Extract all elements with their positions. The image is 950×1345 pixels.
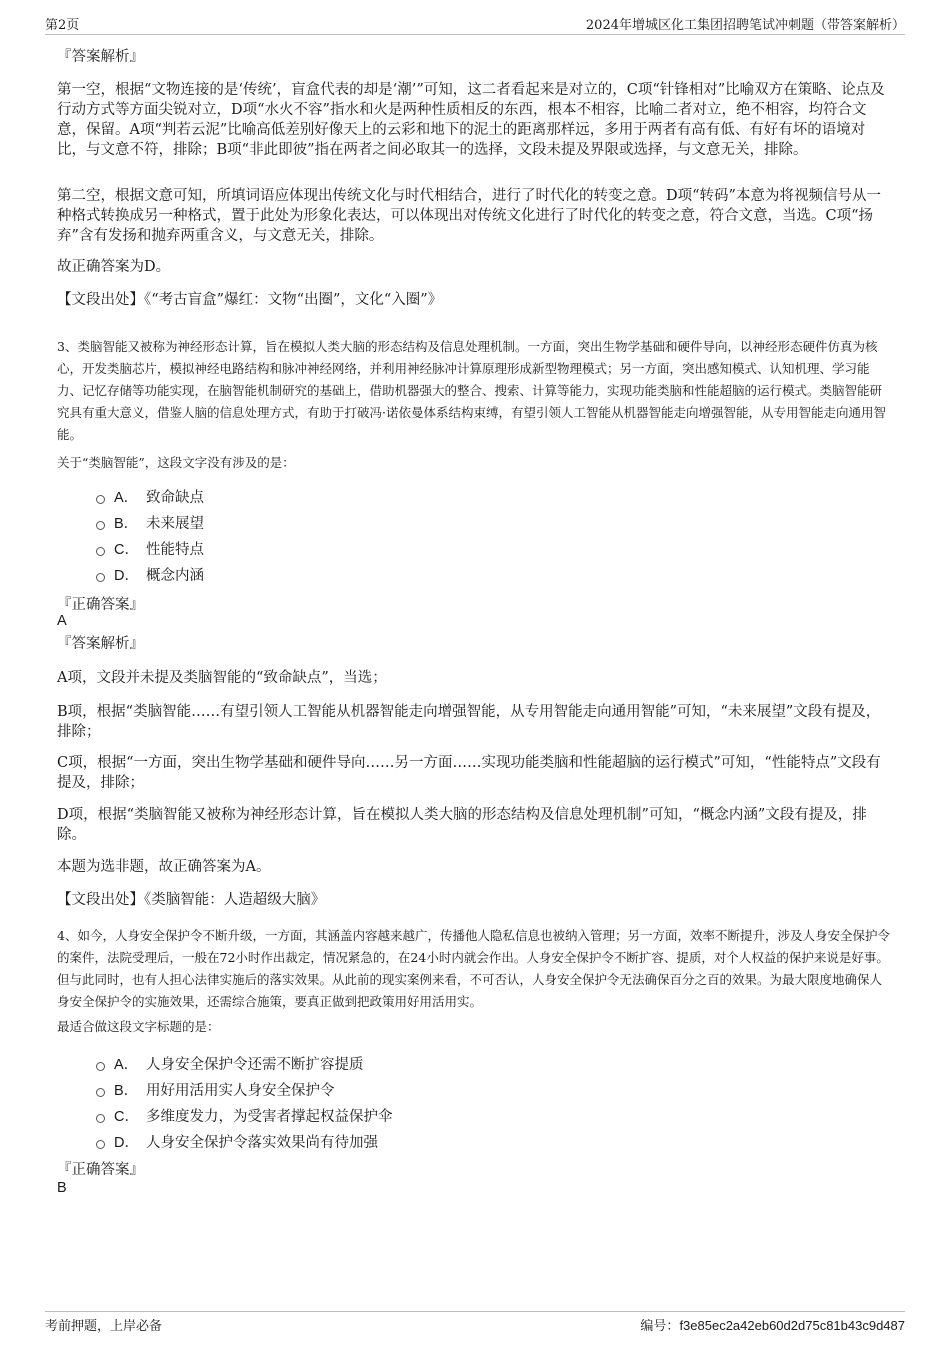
q3-option-b[interactable]	[96, 511, 204, 537]
option-label: C．	[114, 1109, 139, 1125]
q4-correct-label: 『正确答案』	[57, 1162, 144, 1178]
q4-question: 最适合做这段文字标题的是：	[57, 1019, 220, 1034]
option-label: A．	[114, 1057, 139, 1073]
radio-icon[interactable]	[96, 1140, 105, 1149]
q2-analysis-conclusion: 故正确答案为D。	[57, 259, 171, 275]
option-text: 人身安全保护令还需不断扩容提质	[146, 1057, 364, 1073]
q3-question: 关于“类脑智能”，这段文字没有涉及的是：	[57, 455, 295, 470]
radio-icon[interactable]	[96, 521, 105, 530]
q3-analysis-label: 『答案解析』	[57, 636, 144, 652]
option-text: 概念内涵	[146, 568, 204, 584]
footer-id	[640, 1315, 905, 1334]
q3-option-a[interactable]	[96, 485, 204, 511]
option-label: D．	[114, 568, 139, 584]
radio-icon[interactable]	[96, 573, 105, 582]
q4-option-d[interactable]	[96, 1130, 393, 1156]
radio-icon[interactable]	[96, 547, 105, 556]
option-label: D．	[114, 1135, 139, 1151]
q3-source: 【文段出处】《类脑智能：人造超级大脑》	[57, 892, 326, 908]
q3-correct-answer: A	[57, 613, 67, 629]
q2-analysis-para1: 第一空，根据“文物连接的是‘传统’，盲盒代表的却是‘潮’”可知，这二者看起来是对立的，C项“针锋相对”比喻双方在策略、论点及行动方式等方面尖锐对立，D项“水火不容”指水和火是两种性质相反的东西，根本不相容，比喻二者对立，绝不相容，均符合文意，保留。A项“判若云泥”比喻高低差别好像天上的云彩和地下的泥土的距离那样远，多用于两者有高有低、有好有坏的语境对比，与文意不符，排除；B项“非此即彼”指在两者之间必取其一的选择，文段未提及界限或选择，与文意无关，排除。	[57, 82, 885, 158]
footer-slogan: 考前押题，上岸必备	[45, 1319, 163, 1334]
radio-icon[interactable]	[96, 1114, 105, 1123]
q4-option-c[interactable]	[96, 1104, 393, 1130]
page-number: 第2页	[45, 18, 80, 33]
option-text: 多维度发力，为受害者撑起权益保护伞	[146, 1109, 393, 1125]
footer-code-label: 编号：	[640, 1319, 680, 1334]
q4-passage: 4、如今，人身安全保护令不断升级，一方面，其涵盖内容越来越广，传播他人隐私信息也被纳入管理；另一方面，效率不断提升，涉及人身安全保护令的案件，法院受理后，一般在72小时作出裁定，情况紧急的，在24小时内就会作出。人身安全保护令不断扩容、提质，对个人权益的保护来说是好事。但与此同时，也有人担心法律实施后的落实效果。从此前的现实案例来看，不可否认，人身安全保护令无法确保百分之百的效果。为最大限度地确保人身安全保护令的实施效果，还需综合施策，要真正做到把政策用好用活用实。	[57, 928, 890, 1009]
document-title: 2024年增城区化工集团招聘笔试冲刺题（带答案解析）	[585, 18, 905, 33]
option-label: A．	[114, 490, 139, 506]
q3-passage: 3、类脑智能又被称为神经形态计算，旨在模拟人类大脑的形态结构及信息处理机制。一方面，突出生物学基础和硬件导向，以神经形态硬件仿真为核心，开发类脑芯片，模拟神经电路结构和脉冲神经网络，并利用神经脉冲计算原理形成新型物理模式；另一方面，突出感知模式、认知机理、学习能力、记忆存储等功能实现，在脑智能机制研究的基础上，借助机器强大的整合、搜索、计算等能力，实现功能类脑和性能超脑的运行模式。类脑智能研究具有重大意义，借鉴人脑的信息处理方式，有助于打破冯·诺依曼体系结构束缚，有望引领人工智能从机器智能走向增强智能，从专用智能走向通用智能。	[57, 339, 886, 442]
option-label: B．	[114, 1083, 139, 1099]
page-footer	[45, 1311, 905, 1336]
page-header	[45, 14, 905, 35]
radio-icon[interactable]	[96, 1062, 105, 1071]
option-text: 性能特点	[146, 542, 204, 558]
q3-options	[96, 485, 204, 589]
q3-option-d[interactable]	[96, 563, 204, 589]
q2-source: 【文段出处】《“考古盲盒”爆红：文物“出圈”，文化“入圈”》	[57, 292, 443, 308]
q3-option-c[interactable]	[96, 537, 204, 563]
radio-icon[interactable]	[96, 495, 105, 504]
option-label: C．	[114, 542, 139, 558]
option-label: B．	[114, 516, 139, 532]
option-text: 未来展望	[146, 516, 204, 532]
q3-analysis-d: D项，根据“类脑智能又被称为神经形态计算，旨在模拟人类大脑的形态结构及信息处理机制”可知，“概念内涵”文段有提及，排除。	[57, 807, 867, 843]
option-text: 用好用活用实人身安全保护令	[146, 1083, 335, 1099]
option-text: 人身安全保护令落实效果尚有待加强	[146, 1135, 378, 1151]
q3-analysis-a: A项，文段并未提及类脑智能的“致命缺点”，当选；	[57, 670, 387, 686]
q3-analysis-b: B项，根据“类脑智能……有望引领人工智能从机器智能走向增强智能，从专用智能走向通用智能”可知，“未来展望”文段有提及，排除；	[57, 704, 881, 740]
q3-conclusion: 本题为选非题，故正确答案为A。	[57, 859, 271, 875]
q4-option-b[interactable]	[96, 1078, 393, 1104]
radio-icon[interactable]	[96, 1088, 105, 1097]
q4-options	[96, 1052, 393, 1156]
q2-analysis-para2: 第二空，根据文意可知，所填词语应体现出传统文化与时代相结合，进行了时代化的转变之意。D项“转码”本意为将视频信号从一种格式转换成另一种格式，置于此处为形象化表达，可以体现出对传统文化进行了时代化的转变之意，符合文意，当选。C项“扬弃”含有发扬和抛弃两重含义，与文意无关，排除。	[57, 188, 881, 244]
q2-analysis-label: 『答案解析』	[57, 49, 144, 65]
q3-analysis-c: C项，根据“一方面，突出生物学基础和硬件导向……另一方面……实现功能类脑和性能超脑的运行模式”可知，“性能特点”文段有提及，排除；	[57, 755, 881, 791]
q4-correct-answer: B	[57, 1180, 67, 1196]
q4-option-a[interactable]	[96, 1052, 393, 1078]
option-text: 致命缺点	[146, 490, 204, 506]
footer-code: f3e85ec2a42eb60d2d75c81b43c9d487	[679, 1318, 905, 1333]
q3-correct-label: 『正确答案』	[57, 597, 144, 613]
